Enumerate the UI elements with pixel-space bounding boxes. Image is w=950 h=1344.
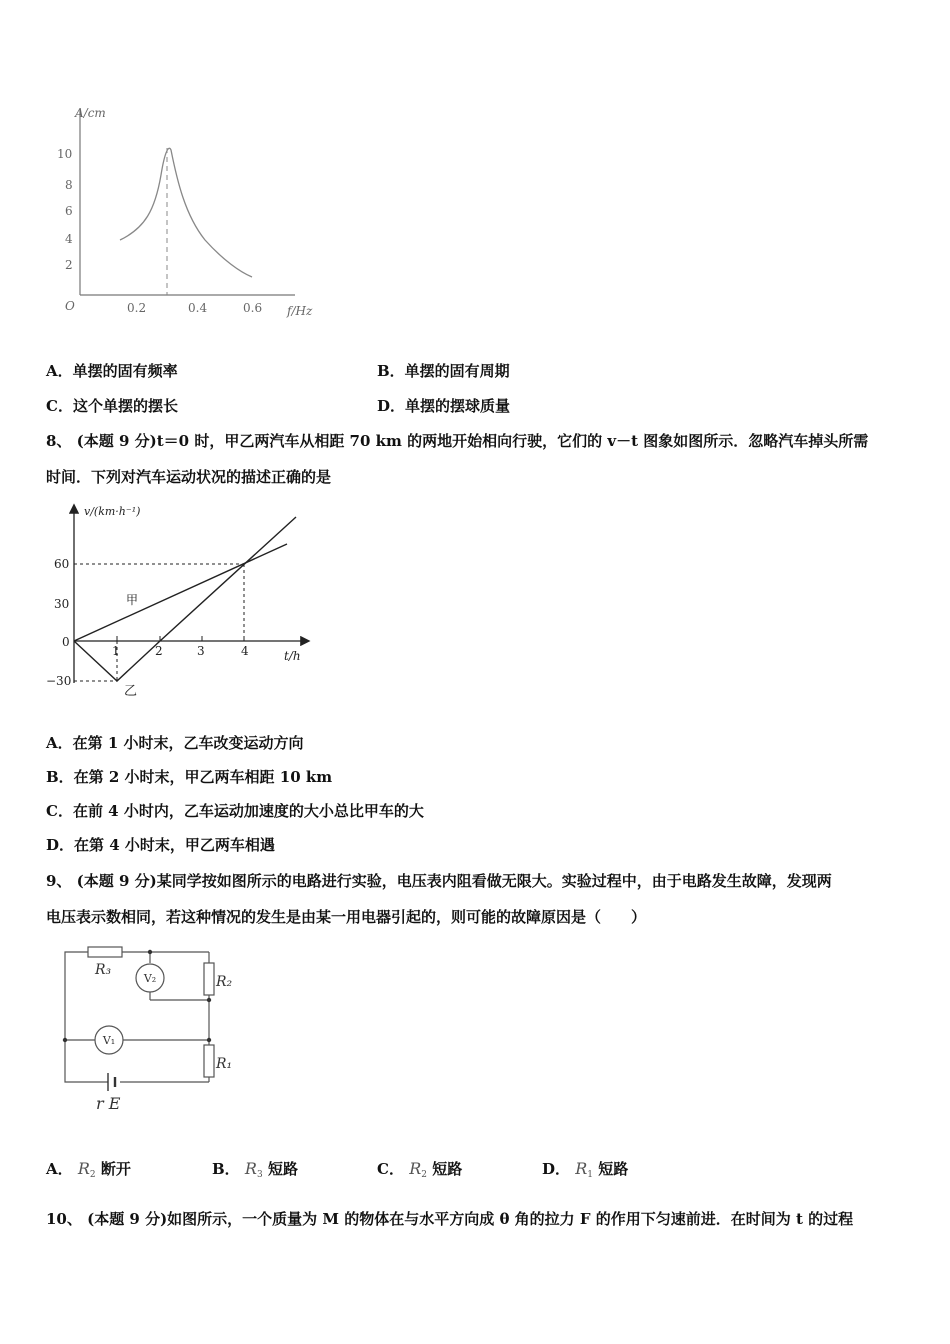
y-tick-8: 8 [65,178,73,192]
line-yi [74,517,296,681]
line-jia [74,544,287,641]
label-r3: R₃ [95,962,112,978]
y-tick-60: 60 [54,557,70,571]
q9-option-a-text: 断开 [100,1160,131,1178]
y-tick-2: 2 [65,258,73,272]
label-r1: R₁ [216,1056,233,1072]
q8-stem-line2: 时间．下列对汽车运动状况的描述正确的是 [46,468,332,486]
q7-option-c[interactable]: C．这个单摆的摆长 [46,397,178,415]
y-tick-30: 30 [54,597,70,611]
circuit-diagram [50,935,250,1120]
q9-stem-line2: 电压表示数相同，若这种情况的发生是由某一用电器引起的，则可能的故障原因是（ ） [46,908,647,926]
q9-option-d-letter: D． [542,1160,571,1178]
y-axis-label: v/(km·h⁻¹) [84,505,141,518]
q7-option-a[interactable]: A．单摆的固有频率 [46,362,178,380]
origin-label: O [65,299,75,313]
y-tick-0: 0 [62,635,70,649]
q9-option-a-letter: A． [46,1160,73,1178]
q9-option-a-symbol: R [77,1159,90,1178]
x-tick-1: 1 [112,644,120,658]
q7-option-d[interactable]: D．单摆的摆球质量 [377,397,511,415]
resistor-r1 [204,1045,214,1077]
y-tick-4: 4 [65,232,73,246]
q8-option-c[interactable]: C．在前 4 小时内，乙车运动加速度的大小总比甲车的大 [46,802,424,820]
q9-option-c-text: 短路 [432,1160,463,1178]
y-tick-10: 10 [57,147,73,161]
q9-stem-line1: 9、 (本题 9 分)某同学按如图所示的电路进行实验，电压表内阻看做无限大。实验过程中，由于电路发生故障，发现两 [46,872,832,890]
q9-option-a[interactable] [46,1158,131,1180]
label-v2: V₂ [143,972,157,985]
q8-stem-line1: 8、 (本题 9 分)t＝0 时，甲乙两汽车从相距 70 km 的两地开始相向行驶，它们的 v－t 图象如图所示．忽略汽车掉头所需 [46,432,869,450]
q9-option-b-letter: B． [212,1160,240,1178]
q9-option-d-subscript: 1 [587,1170,594,1180]
q9-option-c-subscript: 2 [421,1170,427,1180]
q8-option-d[interactable]: D．在第 4 小时末，甲乙两车相遇 [46,836,275,854]
x-tick-2: 2 [155,644,163,658]
x-axis-label: t/h [284,649,301,663]
label-jia: 甲 [126,593,139,607]
x-tick-0.2: 0.2 [127,301,147,315]
q9-option-a-subscript: 2 [89,1170,96,1180]
x-tick-3: 3 [197,644,205,658]
q8-option-b[interactable]: B．在第 2 小时末，甲乙两车相距 10 km [46,768,333,786]
vt-chart [40,498,320,703]
q9-option-b-text: 短路 [267,1160,298,1178]
q7-option-b[interactable]: B．单摆的固有周期 [377,362,510,380]
q9-option-c[interactable] [377,1158,462,1180]
x-tick-4: 4 [241,644,249,658]
resonance-curve [120,148,252,277]
q9-option-c-symbol: R [409,1159,422,1178]
resistor-r3 [88,947,122,957]
q9-option-c-letter: C． [377,1160,404,1178]
label-yi: 乙 [124,684,138,699]
y-tick-6: 6 [65,204,73,218]
x-axis-label: f/Hz [287,304,313,318]
q9-option-d[interactable] [542,1158,628,1180]
q9-option-b-subscript: 3 [256,1170,263,1180]
resonance-chart [55,100,345,330]
label-r2: R₂ [216,974,233,990]
label-battery: r E [96,1094,121,1113]
resistor-r2 [204,963,214,995]
q9-option-b[interactable] [212,1158,298,1180]
label-v1: V₁ [102,1034,116,1047]
q9-option-d-symbol: R [575,1159,588,1178]
q9-option-d-text: 短路 [598,1160,629,1178]
x-tick-0.4: 0.4 [188,301,208,315]
y-tick-neg30: −30 [46,674,72,688]
x-tick-0.6: 0.6 [243,301,263,315]
q8-option-a[interactable]: A．在第 1 小时末，乙车改变运动方向 [46,734,304,752]
y-axis-label: A/cm [75,106,106,120]
q9-option-b-symbol: R [244,1159,257,1178]
q10-stem-line1: 10、 (本题 9 分)如图所示，一个质量为 M 的物体在与水平方向成 θ 角的拉力 F 的作用下匀速前进．在时间为 t 的过程 [46,1210,854,1228]
